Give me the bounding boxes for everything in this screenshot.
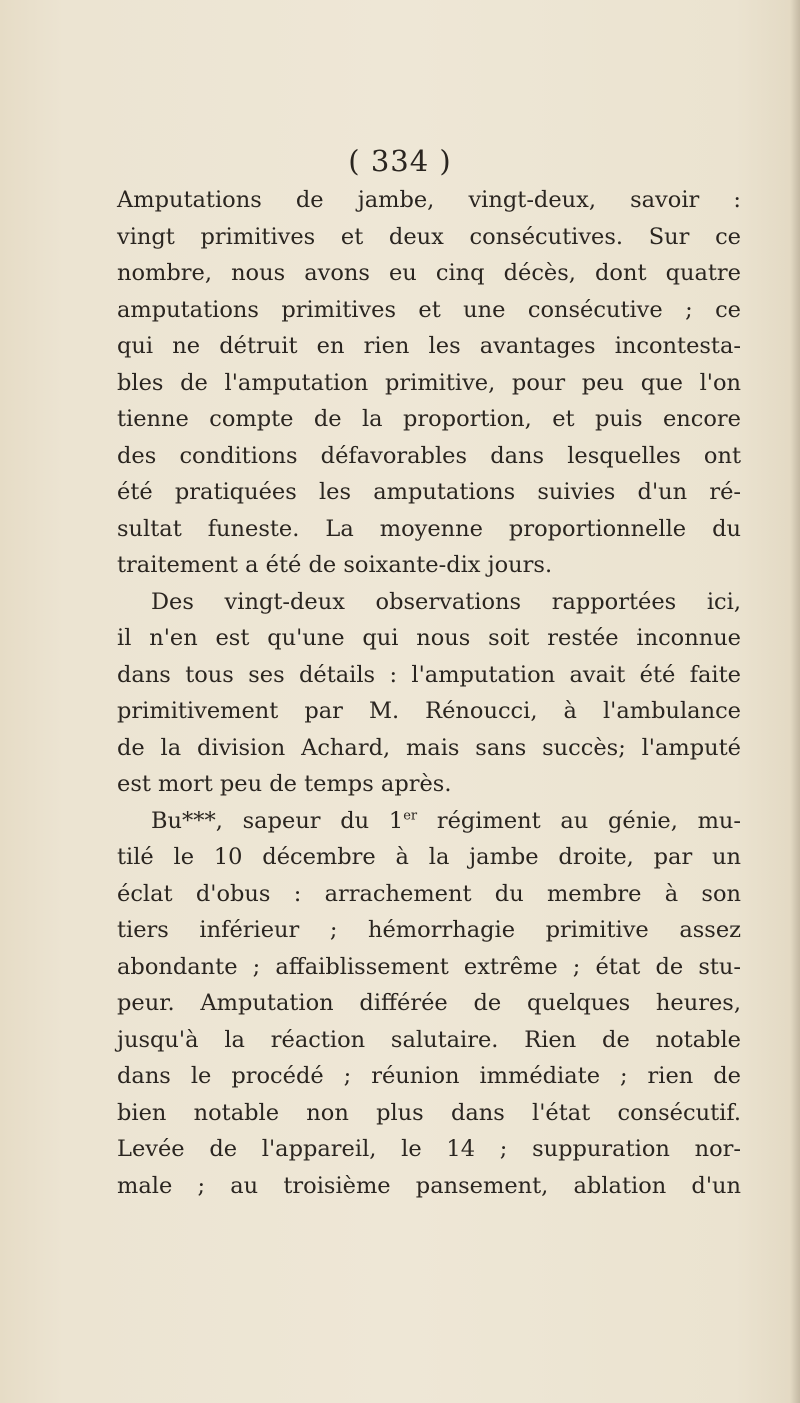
- text-line: tilé le 10 décembre à la jambe droite, par un: [117, 844, 741, 870]
- text-line: éclat d'obus : arrachement du membre à son: [117, 880, 741, 907]
- text-line: il n'en est qu'une qui nous soit restée inconnue: [117, 625, 741, 651]
- text-line: Des vingt-deux observations rapportées ici,: [151, 588, 741, 615]
- text-line: bien notable non plus dans l'état consécutif.: [117, 1099, 741, 1126]
- text-line: Levée de l'appareil, le 14 ; suppuration nor-: [117, 1136, 741, 1162]
- text-line: bles de l'amputation primitive, pour peu que l'on: [117, 369, 741, 396]
- text-line: été pratiquées les amputations suivies d'un ré-: [117, 479, 741, 505]
- text-line: nombre, nous avons eu cinq décès, dont quatre: [117, 260, 741, 286]
- text-line: de la division Achard, mais sans succès; l'amputé: [117, 734, 741, 761]
- text-line: qui ne détruit en rien les avantages incontesta-: [117, 333, 741, 359]
- page-number: ( 334 ): [348, 144, 452, 178]
- text-fragment: , sapeur du 1: [215, 807, 404, 834]
- ordinal-superscript: er: [403, 808, 418, 823]
- text-line: sultat funeste. La moyenne proportionnelle du: [117, 515, 741, 542]
- text-line: jusqu'à la réaction salutaire. Rien de notable: [117, 1026, 741, 1053]
- text-line: Amputations de jambe, vingt-deux, savoir :: [117, 187, 741, 213]
- text-line: des conditions défavorables dans lesquelles ont: [117, 442, 741, 469]
- text-line: dans tous ses détails : l'amputation avait été faite: [117, 661, 741, 688]
- text-line: abondante ; affaiblissement extrême ; état de stu-: [117, 953, 741, 980]
- text-line: peur. Amputation différée de quelques heures,: [117, 990, 741, 1016]
- body-text: [117, 182, 741, 1204]
- text-line: tiers inférieur ; hémorrhagie primitive assez: [117, 917, 741, 943]
- text-line: tienne compte de la proportion, et puis encore: [117, 406, 741, 432]
- text-line: vingt primitives et deux consécutives. Sur ce: [117, 223, 741, 250]
- patient-name: Bu***: [151, 807, 216, 834]
- text-line: amputations primitives et une consécutive ; ce: [117, 296, 741, 323]
- page-edge-shadow: [790, 0, 800, 1403]
- text-fragment: régiment au génie, mu-: [417, 807, 741, 834]
- text-line: traitement a été de soixante-dix jours.: [117, 552, 553, 578]
- text-line: dans le procédé ; réunion immédiate ; rien de: [117, 1063, 741, 1089]
- text-line: male ; au troisième pansement, ablation d'un: [117, 1172, 741, 1199]
- text-line: est mort peu de temps après.: [117, 771, 452, 797]
- text-line-bu: [117, 803, 741, 840]
- text-line: primitivement par M. Rénoucci, à l'ambulance: [117, 698, 741, 724]
